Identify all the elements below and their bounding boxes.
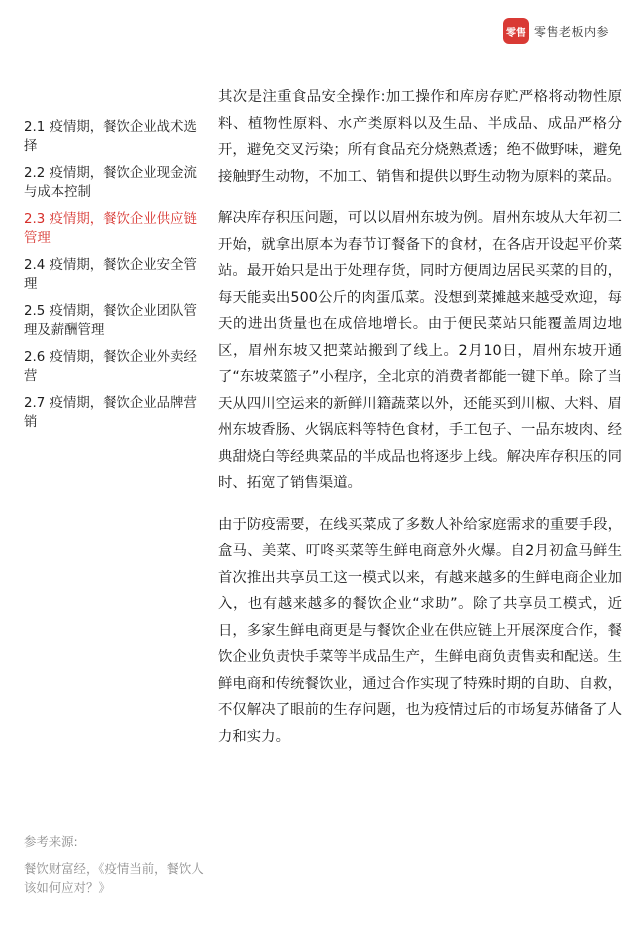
- toc-item-2-3[interactable]: 2.3 疫情期，餐饮企业供应链管理: [24, 212, 197, 246]
- toc-item-2-4[interactable]: 2.4 疫情期，餐饮企业安全管理: [24, 258, 197, 292]
- brand-header: [503, 18, 609, 44]
- brand-name: 零售老板内参: [534, 24, 610, 39]
- toc-item-2-5[interactable]: 2.5 疫情期，餐饮企业团队管理及薪酬管理: [24, 304, 197, 338]
- source-text: 餐饮财富经，《疫情当前，餐饮人该如何应对？》: [24, 861, 204, 895]
- paragraph-fresh-ecommerce: 由于防疫需要，在线买菜成了多数人补给家庭需求的重要手段，盒马、美菜、叮咚买菜等生鲜电商意外火爆。自2月初盒马鲜生首次推出共享员工这一模式以来，有越来越多的生鲜电商企业加入，也有越来越多的餐饮企业“求助”。除了共享员工模式，近日，多家生鲜电商更是与餐饮企业在供应链上开展深度合作，餐饮企业负责快手菜等半成品生产，生鲜电商负责售卖和配送。生鲜电商和传统餐饮业，通过合作实现了特殊时期的自助、自救，不仅解决了眼前的生存问题，也为疫情过后的市场复苏储备了人力和实力。: [218, 516, 622, 745]
- reference-source: [24, 832, 206, 897]
- toc-item-2-6[interactable]: 2.6 疫情期，餐饮企业外卖经营: [24, 350, 197, 384]
- paragraph-inventory: 解决库存积压问题，可以以眉州东坡为例。眉州东坡从大年初二开始，就拿出原本为春节订餐备下的食材，在各店开设起平价菜站。最开始只是出于处理存货，同时方便周边居民买菜的目的，每天能卖出500公斤的肉蛋瓜菜。没想到菜摊越来越受欢迎，每天的进出货量也在成倍地增长。由于便民菜站只能覆盖周边地区，眉州东坡又把菜站搬到了线上。2月10日，眉州东坡开通了“东坡菜篮子”小程序，全北京的消费者都能一键下单。除了当天从四川空运来的新鲜川籍蔬菜以外，还能买到川椒、大料、眉州东坡香肠、火锅底料等特色食材，手工包子、一品东坡肉、经典甜烧白等经典菜品的半成品也将逐步上线。解决库存积压的同时、拓宽了销售渠道。: [218, 210, 622, 491]
- toc-item-2-1[interactable]: 2.1 疫情期，餐饮企业战术选择: [24, 120, 197, 154]
- brand-logo-icon: 零售: [503, 18, 529, 44]
- table-of-contents: [24, 118, 206, 440]
- paragraph-food-safety: 其次是注重食品安全操作:加工操作和库房存贮严格将动物性原料、植物性原料、水产类原料以及生品、半成品、成品严格分开，避免交叉污染；所有食品充分烧熟煮透；绝不做野味，避免接触野生动物，不加工、销售和提供以野生动物为原料的菜品。: [218, 89, 622, 185]
- main-content: [218, 84, 622, 765]
- toc-item-2-7[interactable]: 2.7 疫情期，餐饮企业品牌营销: [24, 396, 197, 430]
- source-label: 参考来源:: [24, 834, 78, 849]
- toc-item-2-2[interactable]: 2.2 疫情期，餐饮企业现金流与成本控制: [24, 166, 197, 200]
